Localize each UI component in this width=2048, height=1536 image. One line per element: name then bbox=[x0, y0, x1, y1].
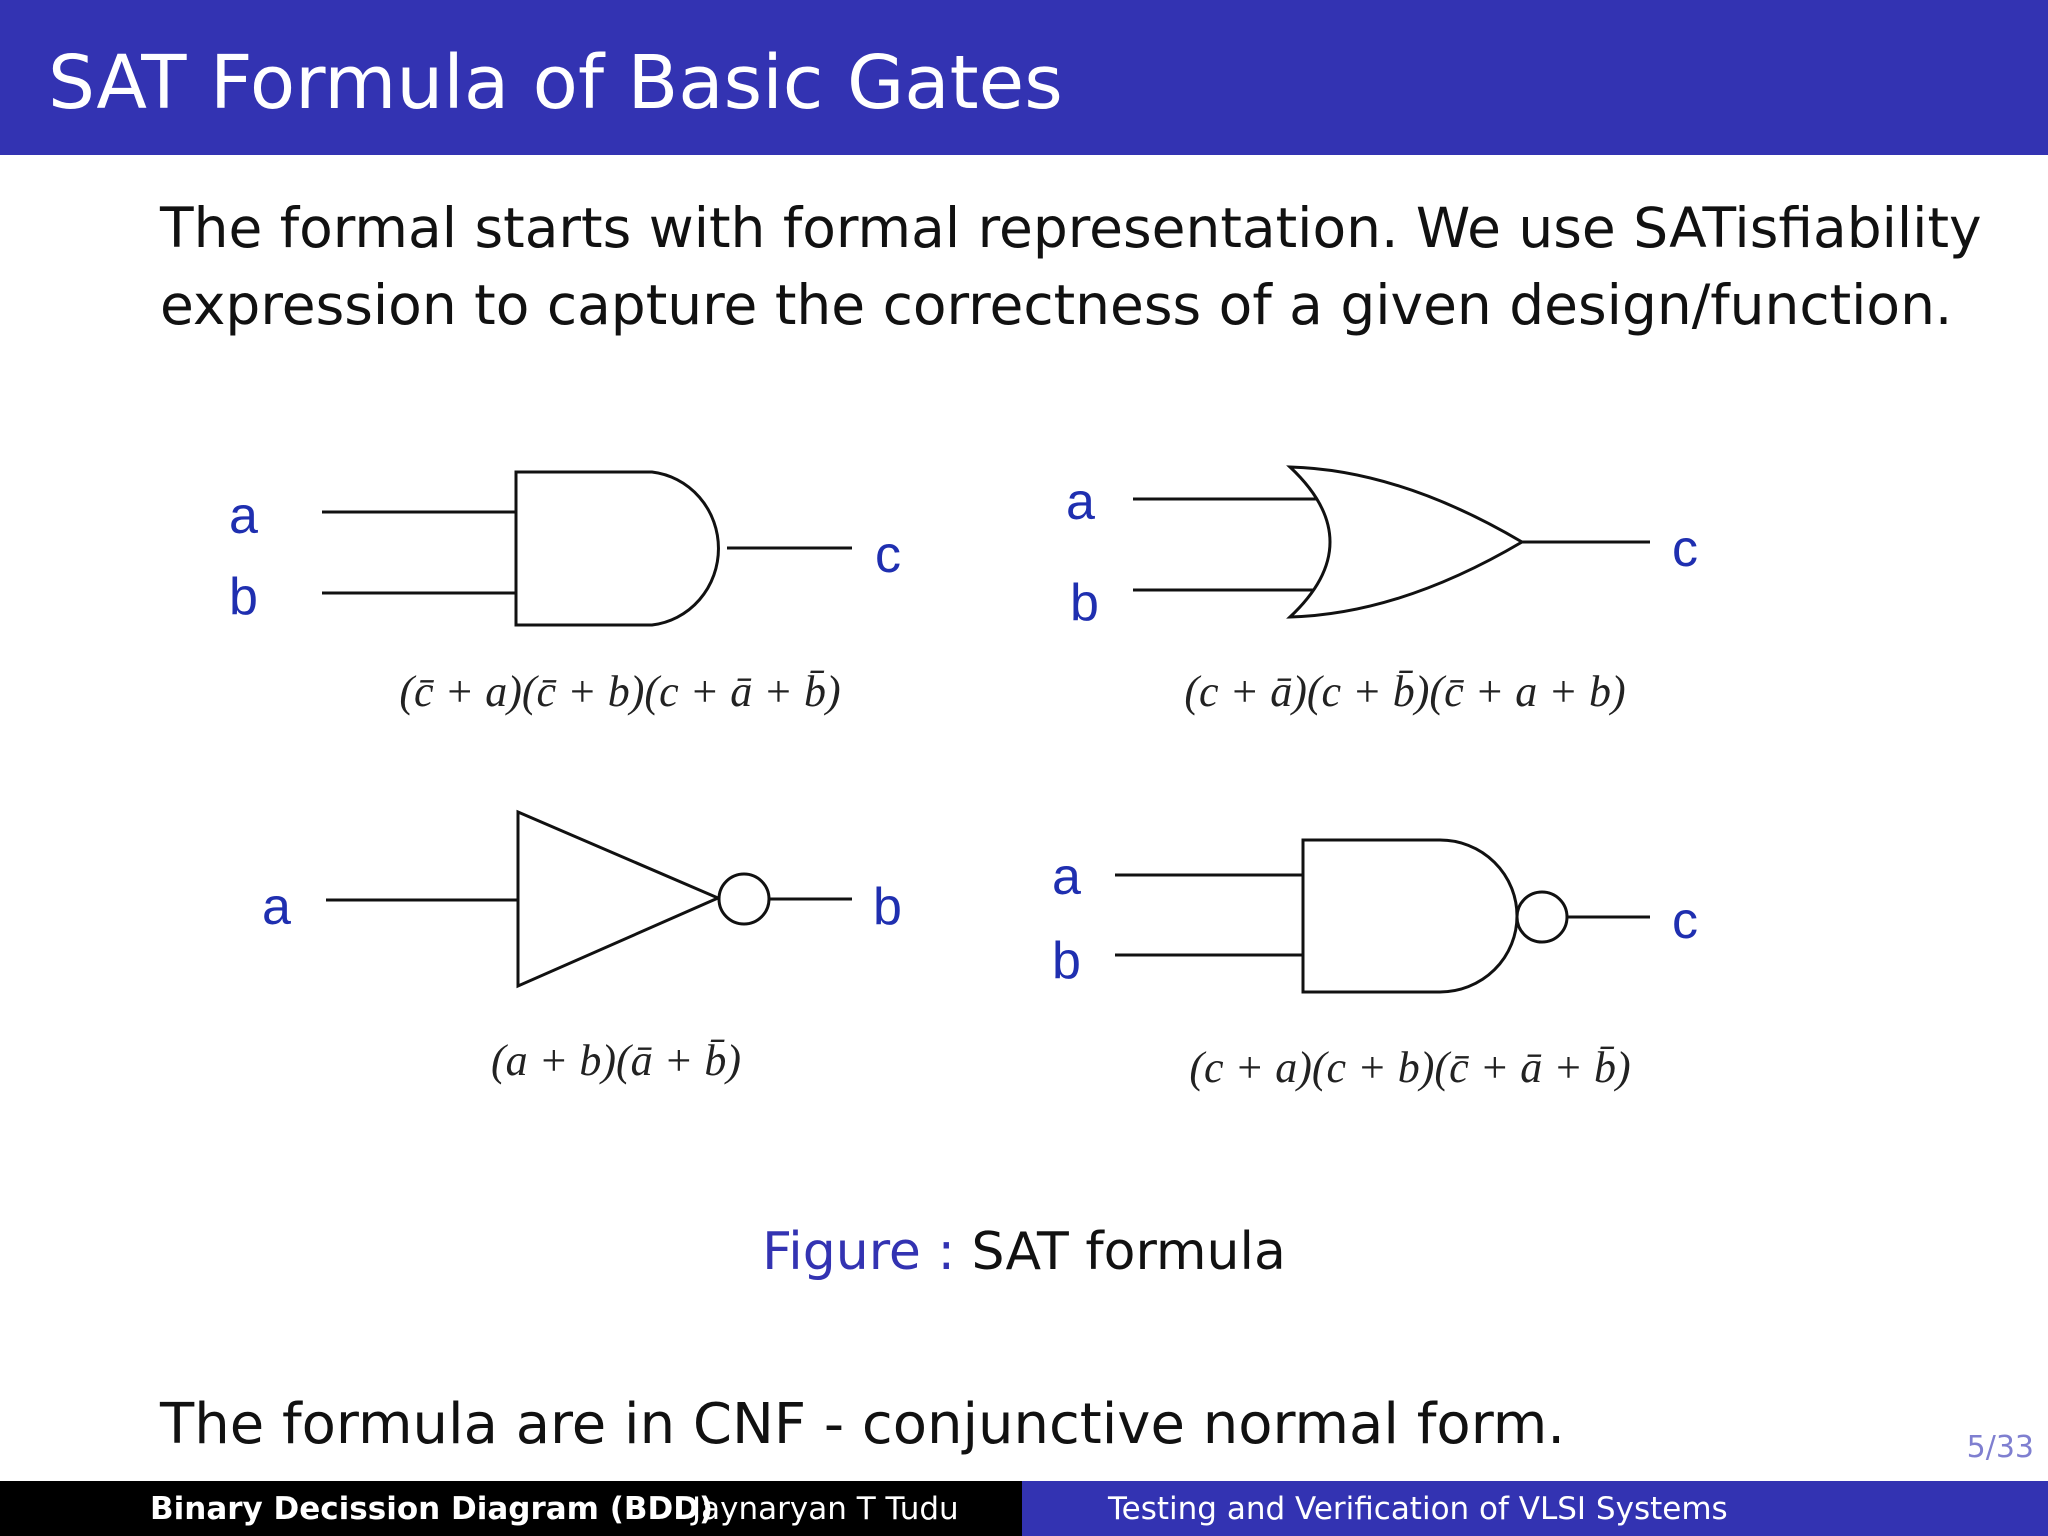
nand-input-b-label: b bbox=[1052, 932, 1081, 990]
not-bubble bbox=[719, 874, 769, 924]
nand-bubble bbox=[1517, 892, 1567, 942]
or-input-a-label: a bbox=[1066, 473, 1095, 531]
and-formula: (c̄ + a)(c̄ + b)(c + ā + b̄) bbox=[399, 667, 841, 716]
or-formula: (c + ā)(c + b̄)(c̄ + a + b) bbox=[1184, 667, 1626, 716]
and-input-a-label: a bbox=[229, 487, 258, 545]
slide-title: SAT Formula of Basic Gates bbox=[48, 40, 1063, 126]
and-gate-diagram bbox=[229, 472, 901, 716]
or-gate-diagram bbox=[1066, 467, 1698, 716]
intro-line-2: expression to capture the correctness of a given design/function. bbox=[160, 273, 1953, 337]
or-input-b-label: b bbox=[1070, 574, 1099, 632]
nand-gate-symbol bbox=[1303, 840, 1517, 992]
and-gate-symbol bbox=[516, 472, 718, 625]
not-gate-diagram bbox=[262, 812, 902, 1085]
footer-right bbox=[1022, 1481, 2048, 1536]
not-gate-symbol bbox=[518, 812, 718, 986]
figure-caption-label: Figure : bbox=[762, 1222, 955, 1282]
footer-left bbox=[0, 1481, 1022, 1536]
nand-formula: (c + a)(c + b)(c̄ + ā + b̄) bbox=[1189, 1043, 1631, 1092]
not-formula: (a + b)(ā + b̄) bbox=[491, 1036, 741, 1085]
footer-short-title: Binary Decission Diagram (BDD) bbox=[150, 1491, 714, 1527]
and-output-label: c bbox=[875, 526, 901, 584]
nand-output-label: c bbox=[1672, 892, 1698, 950]
not-output-label: b bbox=[873, 878, 902, 936]
intro-text bbox=[160, 190, 1982, 344]
page-number: 5/33 bbox=[1966, 1430, 2034, 1465]
intro-line-1: The formal starts with formal representation. We use SATisfiability bbox=[160, 196, 1982, 260]
cnf-note: The formula are in CNF - conjunctive normal form. bbox=[160, 1392, 1566, 1457]
and-input-b-label: b bbox=[229, 568, 258, 626]
figure-caption bbox=[0, 1222, 2048, 1282]
or-output-label: c bbox=[1672, 520, 1698, 578]
footer bbox=[0, 1481, 2048, 1536]
gates-figure bbox=[0, 440, 2048, 1120]
footer-course: Testing and Verification of VLSI Systems bbox=[1108, 1491, 1728, 1527]
not-input-label: a bbox=[262, 878, 291, 936]
nand-input-a-label: a bbox=[1052, 848, 1081, 906]
or-gate-symbol bbox=[1290, 467, 1522, 617]
title-bar bbox=[0, 0, 2048, 155]
nand-gate-diagram bbox=[1052, 840, 1698, 1092]
footer-author: Jaynaryan T Tudu bbox=[692, 1491, 959, 1527]
figure-caption-text: SAT formula bbox=[971, 1222, 1286, 1282]
